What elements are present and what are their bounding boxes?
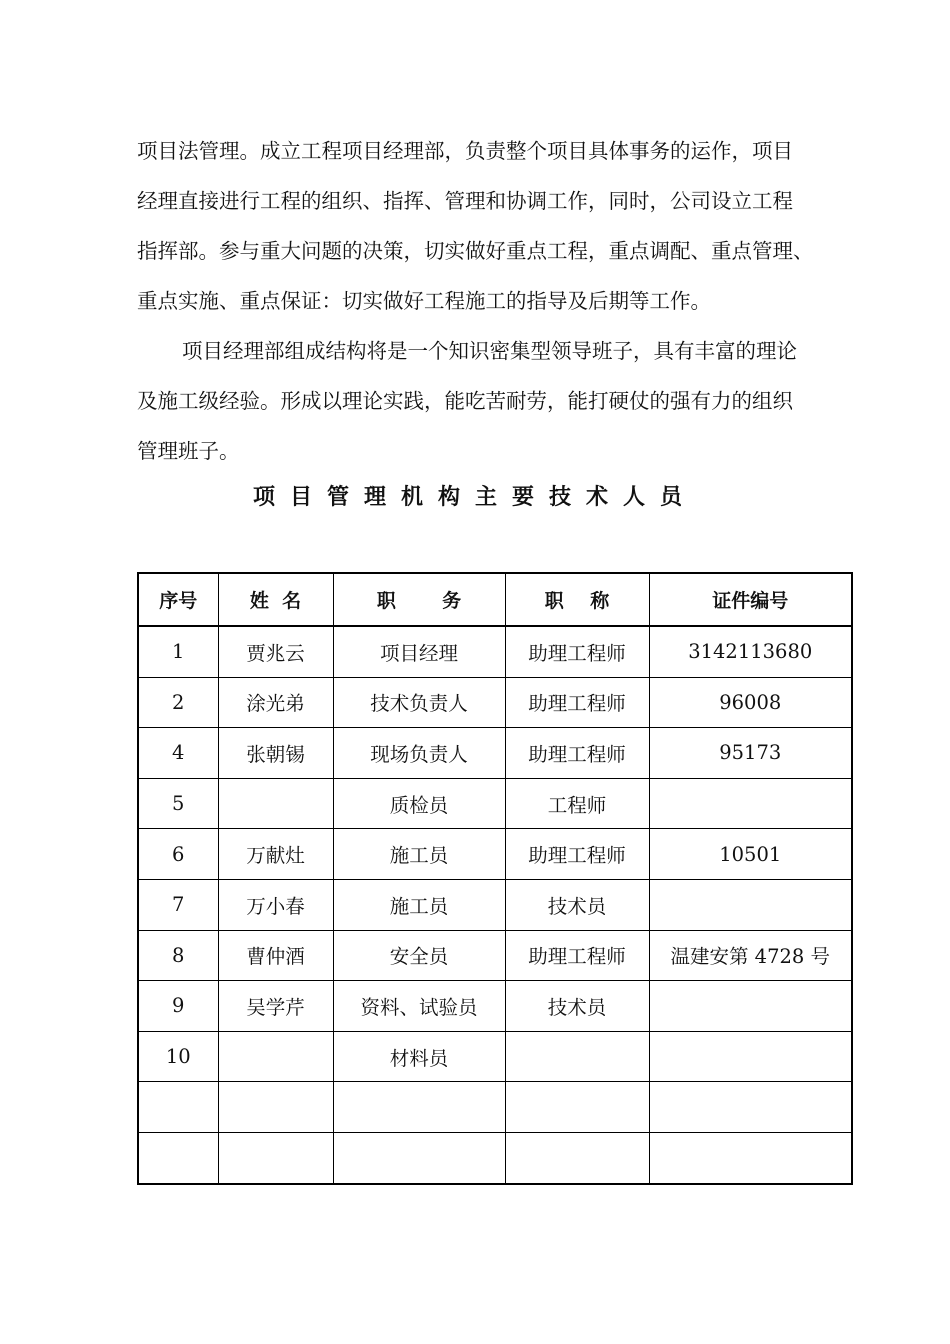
header-certificate: 证件编号	[649, 573, 852, 626]
cell-title: 技术员	[505, 981, 649, 1032]
cell-name: 万献灶	[218, 829, 333, 880]
cell-title: 助理工程师	[505, 930, 649, 981]
cell-certificate: 96008	[649, 677, 852, 728]
paragraph-2	[137, 326, 877, 476]
cell-position	[333, 1132, 505, 1183]
cell-index: 6	[138, 829, 218, 880]
cell-title	[505, 1132, 649, 1183]
cell-position: 资料、试验员	[333, 981, 505, 1032]
table-title: 项目管理机构主要技术人员	[252, 485, 697, 510]
cell-index: 10	[138, 1031, 218, 1082]
cell-name: 曹仲酒	[218, 930, 333, 981]
cell-name	[218, 1031, 333, 1082]
table-row	[138, 626, 852, 677]
table-row	[138, 677, 852, 728]
cell-title: 助理工程师	[505, 829, 649, 880]
cell-certificate	[649, 879, 852, 930]
cell-name	[218, 1132, 333, 1183]
paragraph-line: 指挥部。参与重大问题的决策，切实做好重点工程，重点调配、重点管理、	[137, 239, 814, 263]
cell-index: 2	[138, 677, 218, 728]
cell-name: 吴学芹	[218, 981, 333, 1032]
cell-title: 工程师	[505, 778, 649, 829]
paragraph-line: 及施工级经验。形成以理论实践，能吃苦耐劳，能打硬仗的强有力的组织	[137, 389, 793, 413]
cell-position: 施工员	[333, 829, 505, 880]
header-name: 姓 名	[218, 573, 333, 626]
cell-position: 材料员	[333, 1031, 505, 1082]
cell-certificate: 3142113680	[649, 626, 852, 677]
table-row	[138, 930, 852, 981]
table-row	[138, 728, 852, 779]
header-title: 职 称	[505, 573, 649, 626]
table-row	[138, 1132, 852, 1183]
cell-title: 助理工程师	[505, 626, 649, 677]
cell-name: 贾兆云	[218, 626, 333, 677]
cell-position: 现场负责人	[333, 728, 505, 779]
table-row	[138, 1082, 852, 1133]
cell-index: 7	[138, 879, 218, 930]
cell-name: 涂光弟	[218, 677, 333, 728]
paragraph-line: 项目经理部组成结构将是一个知识密集型领导班子，具有丰富的理论	[182, 339, 797, 363]
cell-index: 8	[138, 930, 218, 981]
cell-position: 技术负责人	[333, 677, 505, 728]
cell-title: 技术员	[505, 879, 649, 930]
cell-title: 助理工程师	[505, 677, 649, 728]
paragraph-line: 项目法管理。成立工程项目经理部，负责整个项目具体事务的运作，项目	[137, 139, 793, 163]
cell-certificate	[649, 1132, 852, 1183]
cell-position: 施工员	[333, 879, 505, 930]
cell-certificate	[649, 1031, 852, 1082]
paragraph-1	[137, 126, 877, 326]
cell-index: 1	[138, 626, 218, 677]
cell-name	[218, 1082, 333, 1133]
cell-index	[138, 1082, 218, 1133]
cell-position	[333, 1082, 505, 1133]
paragraph-line: 重点实施、重点保证：切实做好工程施工的指导及后期等工作。	[137, 289, 711, 313]
table-row	[138, 879, 852, 930]
cell-name	[218, 778, 333, 829]
cell-title	[505, 1031, 649, 1082]
table-row	[138, 981, 852, 1032]
cell-name: 万小春	[218, 879, 333, 930]
table-header-row	[138, 573, 852, 626]
cell-certificate: 温建安第 4728 号	[649, 930, 852, 981]
cell-certificate	[649, 778, 852, 829]
header-index: 序号	[138, 573, 218, 626]
table-row	[138, 778, 852, 829]
cell-index: 9	[138, 981, 218, 1032]
cell-position: 项目经理	[333, 626, 505, 677]
cell-position: 质检员	[333, 778, 505, 829]
cell-certificate: 95173	[649, 728, 852, 779]
cell-title	[505, 1082, 649, 1133]
cell-name: 张朝锡	[218, 728, 333, 779]
paragraph-line: 管理班子。	[137, 439, 240, 463]
cell-index: 5	[138, 778, 218, 829]
cell-certificate	[649, 1082, 852, 1133]
table-row	[138, 1031, 852, 1082]
cell-title: 助理工程师	[505, 728, 649, 779]
cell-certificate: 10501	[649, 829, 852, 880]
cell-position: 安全员	[333, 930, 505, 981]
cell-index	[138, 1132, 218, 1183]
paragraph-line: 经理直接进行工程的组织、指挥、管理和协调工作，同时，公司设立工程	[137, 189, 793, 213]
cell-certificate	[649, 981, 852, 1032]
table-row	[138, 829, 852, 880]
staff-table	[137, 572, 853, 1185]
header-position: 职 务	[333, 573, 505, 626]
cell-index: 4	[138, 728, 218, 779]
